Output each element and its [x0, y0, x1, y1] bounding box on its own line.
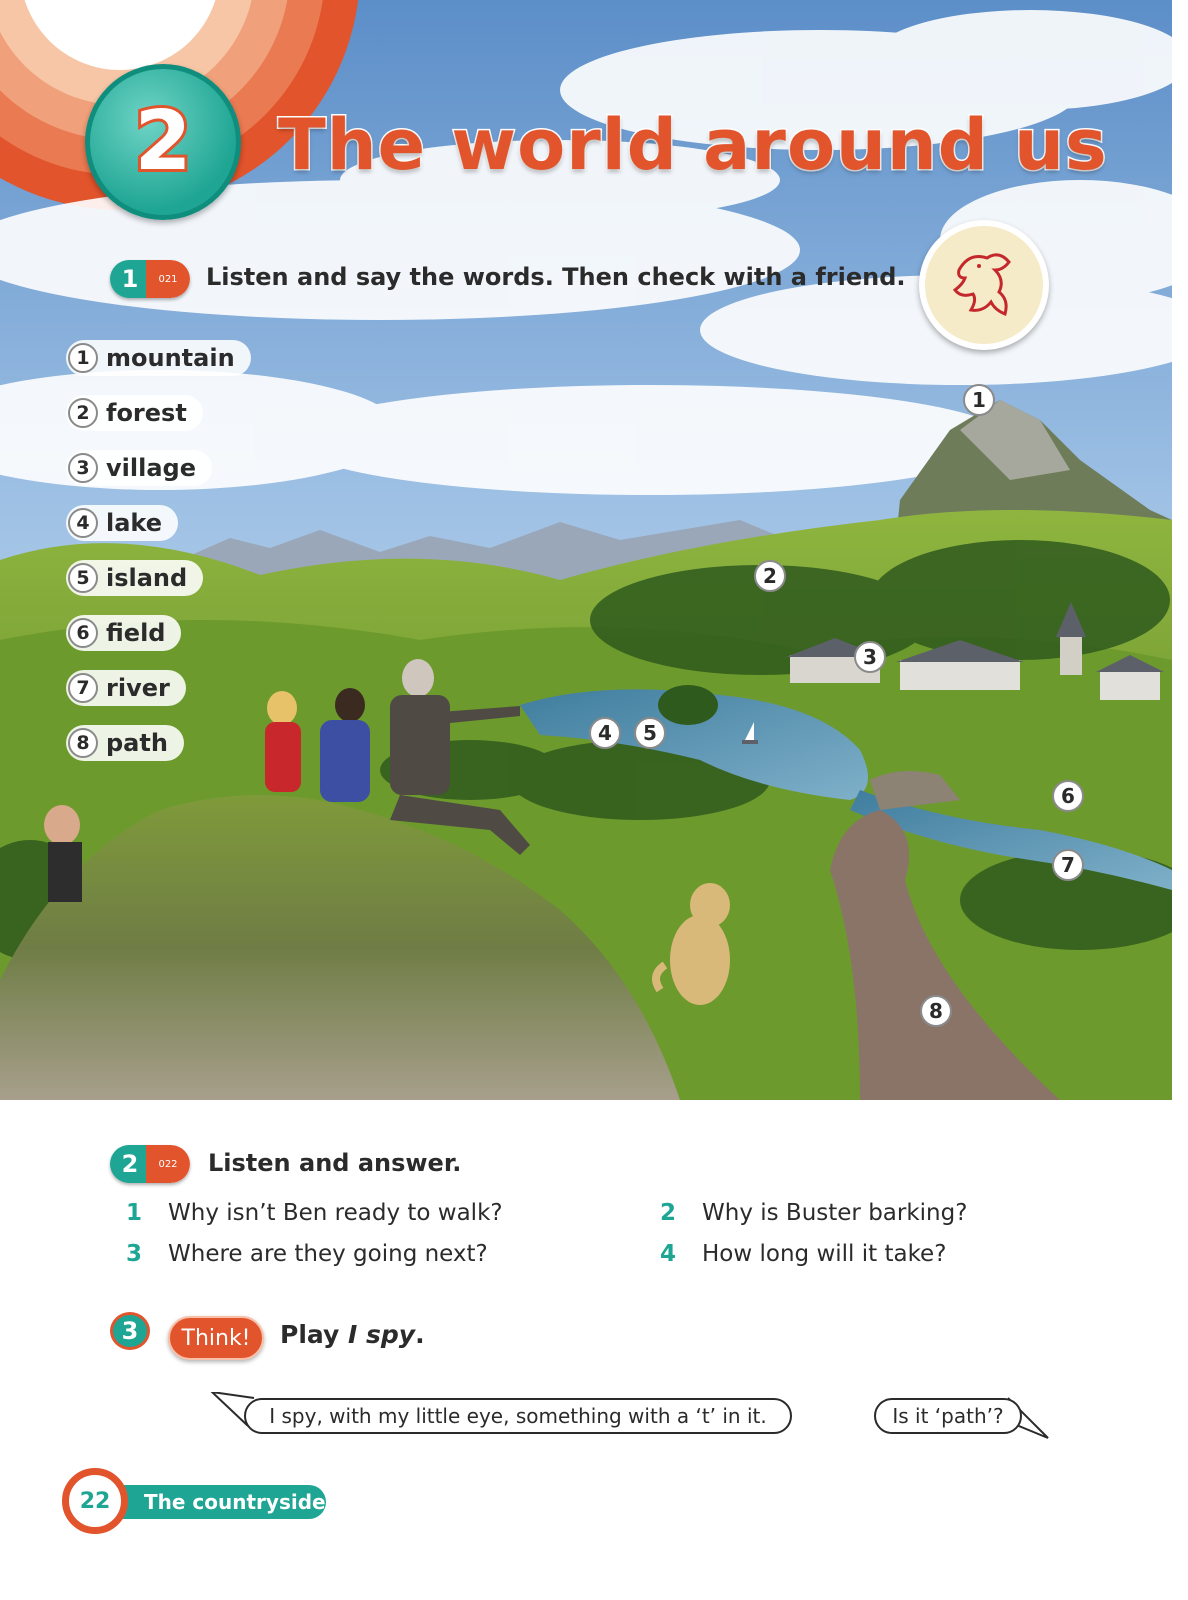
- list-item: [66, 395, 203, 431]
- question-2: [660, 1200, 967, 1226]
- marker-mountain: 1: [963, 384, 995, 416]
- marker-field: 6: [1052, 780, 1084, 812]
- question-number: 2: [660, 1200, 677, 1226]
- exercise-3-number: 3: [110, 1312, 150, 1350]
- exercise-2-number: 2: [110, 1145, 150, 1183]
- unit-number: 2: [134, 94, 192, 189]
- list-item: [66, 340, 251, 376]
- word-field: field: [106, 619, 166, 647]
- marker-river: 7: [1052, 849, 1084, 881]
- word-number: 6: [68, 618, 98, 648]
- speech-bubble-1: I spy, with my little eye, something with a ‘t’ in it.: [244, 1398, 792, 1434]
- question-1: [126, 1200, 503, 1226]
- page-number: 22: [62, 1468, 128, 1534]
- lion-emblem-icon: [919, 220, 1049, 350]
- exercise-1-badge[interactable]: [110, 260, 190, 298]
- exercise-2-instruction: Listen and answer.: [208, 1149, 462, 1177]
- word-number: 4: [68, 508, 98, 538]
- speech-bubble-2: Is it ‘path’?: [874, 1398, 1022, 1434]
- audio-play-icon[interactable]: [146, 1145, 190, 1183]
- marker-forest: 2: [754, 560, 786, 592]
- question-3: [126, 1241, 488, 1267]
- word-number: 1: [68, 343, 98, 373]
- instruction-game-name: I spy: [348, 1320, 416, 1349]
- word-number: 3: [68, 453, 98, 483]
- list-item: [66, 725, 184, 761]
- exercise-3-instruction: [280, 1320, 425, 1349]
- question-number: 4: [660, 1241, 677, 1267]
- word-number: 7: [68, 673, 98, 703]
- marker-island: 5: [634, 717, 666, 749]
- question-text: Why isn’t Ben ready to walk?: [168, 1200, 503, 1226]
- question-text: Where are they going next?: [168, 1241, 488, 1267]
- list-item: [66, 615, 181, 651]
- unit-number-badge: [85, 64, 241, 220]
- audio-track-021: 021: [158, 273, 178, 285]
- question-text: Why is Buster barking?: [702, 1200, 968, 1226]
- question-4: [660, 1241, 946, 1267]
- question-number: 1: [126, 1200, 143, 1226]
- exercise-2-badge[interactable]: [110, 1145, 190, 1183]
- word-path: path: [106, 729, 168, 757]
- instruction-suffix: .: [415, 1320, 425, 1349]
- think-badge: Think!: [168, 1316, 264, 1360]
- list-item: [66, 450, 212, 486]
- word-number: 2: [68, 398, 98, 428]
- marker-village: 3: [854, 641, 886, 673]
- word-forest: forest: [106, 399, 187, 427]
- word-river: river: [106, 674, 170, 702]
- word-number: 5: [68, 563, 98, 593]
- word-village: village: [106, 454, 196, 482]
- exercise-1-number: 1: [110, 260, 150, 298]
- word-number: 8: [68, 728, 98, 758]
- exercise-1-instruction: Listen and say the words. Then check with a friend.: [206, 263, 906, 291]
- marker-lake: 4: [589, 717, 621, 749]
- instruction-prefix: Play: [280, 1320, 348, 1349]
- audio-track-022: 022: [158, 1158, 178, 1170]
- unit-title: The world around us: [278, 104, 1108, 186]
- question-number: 3: [126, 1241, 143, 1267]
- word-island: island: [106, 564, 188, 592]
- list-item: [66, 670, 186, 706]
- question-text: How long will it take?: [702, 1241, 947, 1267]
- list-item: [66, 505, 178, 541]
- marker-path: 8: [920, 995, 952, 1027]
- section-label: The countryside: [112, 1485, 326, 1519]
- word-lake: lake: [106, 509, 163, 537]
- word-mountain: mountain: [106, 344, 235, 372]
- list-item: [66, 560, 203, 596]
- audio-play-icon[interactable]: [146, 260, 190, 298]
- vocabulary-list: [66, 340, 251, 780]
